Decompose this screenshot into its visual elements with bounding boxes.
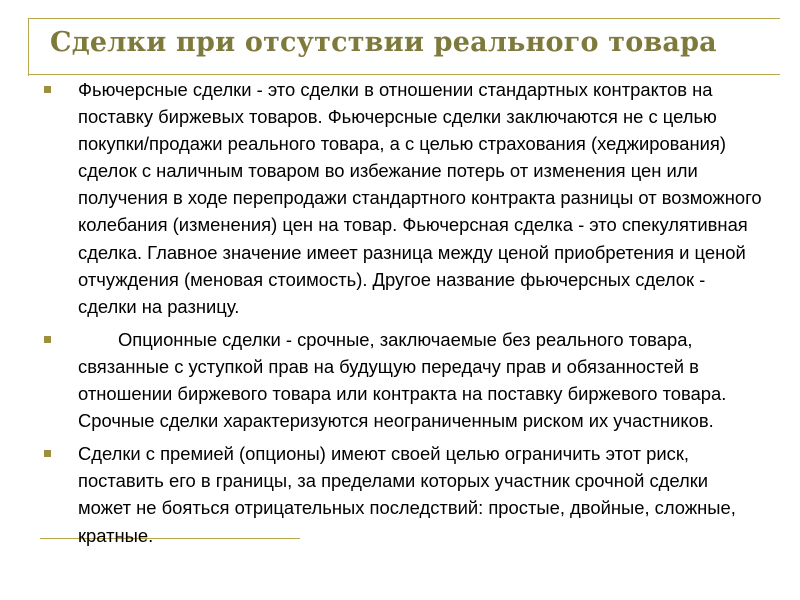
square-bullet-icon [44, 336, 51, 343]
bullet-text: Сделки с премией (опционы) имеют своей целью ограничить этот риск, поставить его в границы, за пределами которых участник срочной сделки может не бояться отрицательных последствий: простые, двойные, сложные, кратные. [78, 443, 736, 546]
title-underline [28, 74, 780, 75]
bullet-list [44, 76, 764, 549]
bullet-item-premium [44, 440, 764, 548]
bullet-item-futures [44, 76, 764, 320]
left-rule [28, 18, 29, 76]
square-bullet-icon [44, 86, 51, 93]
top-rule [28, 18, 780, 19]
bullet-item-options [44, 326, 764, 434]
square-bullet-icon [44, 450, 51, 457]
bullet-text: Опционные сделки - срочные, заключаемые без реального товара, связанные с уступкой прав на будущую передачу прав и обязанностей в отношении биржевого товара или контракта на поставку биржевого товара. Срочные сделки характеризуются неограниченным риском их участников. [78, 328, 727, 432]
bullet-text: Фьючерсные сделки - это сделки в отношении стандартных контрактов на поставку биржевых товаров. Фьючерсные сделки заключаются не с целью покупки/продажи реального товара, а с целью страхования (хеджирования) сделок с наличным товаром во избежание потерь от изменения цен или получения в ходе перепродажи стандартного контракта разницы от возможного колебания (изменения) цен на товар. Фьючерсная сделка - это спекулятивная сделка. Главное значение имеет разница между ценой приобретения и ценой отчуждения (меновая стоимость). Другое название фьючерсных сделок - сделки на разницу. [78, 79, 762, 317]
slide-title: Сделки при отсутствии реального товара [50, 27, 717, 58]
